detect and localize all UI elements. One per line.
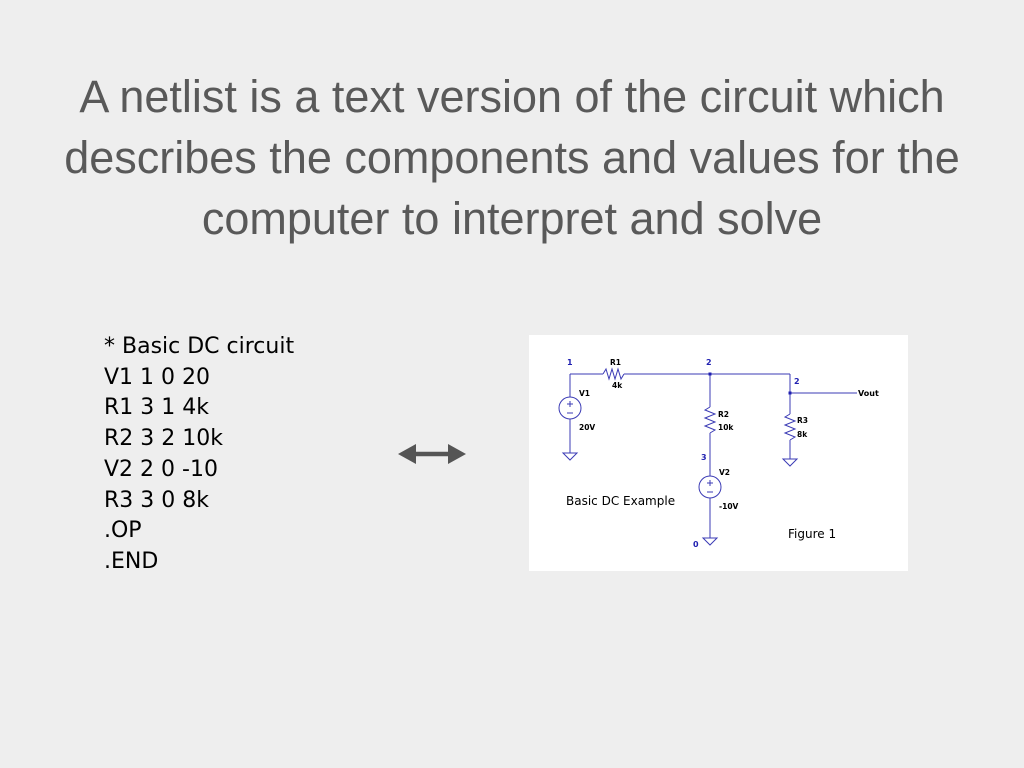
schematic-wires: [559, 369, 857, 545]
v2-value: -10V: [719, 502, 739, 511]
vout-label: Vout: [858, 389, 879, 398]
node-label-2: 2: [706, 358, 712, 367]
netlist-code: [104, 332, 294, 578]
v2-name: V2: [719, 468, 731, 477]
netlist-line: * Basic DC circuit: [104, 334, 295, 359]
v1-value: 20V: [579, 423, 596, 432]
node-label-2-right: 2: [794, 377, 800, 386]
junction-dots: [709, 373, 792, 395]
source-polarity-marks: [567, 401, 713, 492]
r1-name: R1: [610, 358, 621, 367]
slide-title: A netlist is a text version of the circuit which describes the components and values for the computer to interpret and solve: [64, 71, 960, 244]
netlist-line: V1 1 0 20: [104, 364, 211, 390]
netlist-line: R3 3 0 8k: [104, 487, 209, 513]
r3-name: R3: [797, 416, 808, 425]
schematic-drawing: [529, 335, 908, 571]
netlist-line: .OP: [104, 518, 142, 544]
netlist-line: R2 3 2 10k: [104, 426, 223, 452]
netlist-line: .END: [104, 548, 159, 574]
netlist-line: V2 2 0 -10: [104, 456, 218, 482]
r2-value: 10k: [718, 423, 734, 432]
schematic-caption: Basic DC Example: [566, 494, 676, 508]
r2-name: R2: [718, 410, 729, 419]
node-label-1: 1: [567, 358, 573, 367]
double-arrow-icon: [396, 440, 468, 468]
r3-value: 8k: [797, 430, 808, 439]
figure-label: Figure 1: [788, 527, 837, 541]
node-label-0: 0: [693, 540, 699, 549]
r1-value: 4k: [612, 381, 623, 390]
netlist-line: R1 3 1 4k: [104, 395, 209, 421]
node-label-3: 3: [701, 453, 707, 462]
circuit-schematic: [529, 335, 908, 571]
v1-name: V1: [579, 389, 591, 398]
